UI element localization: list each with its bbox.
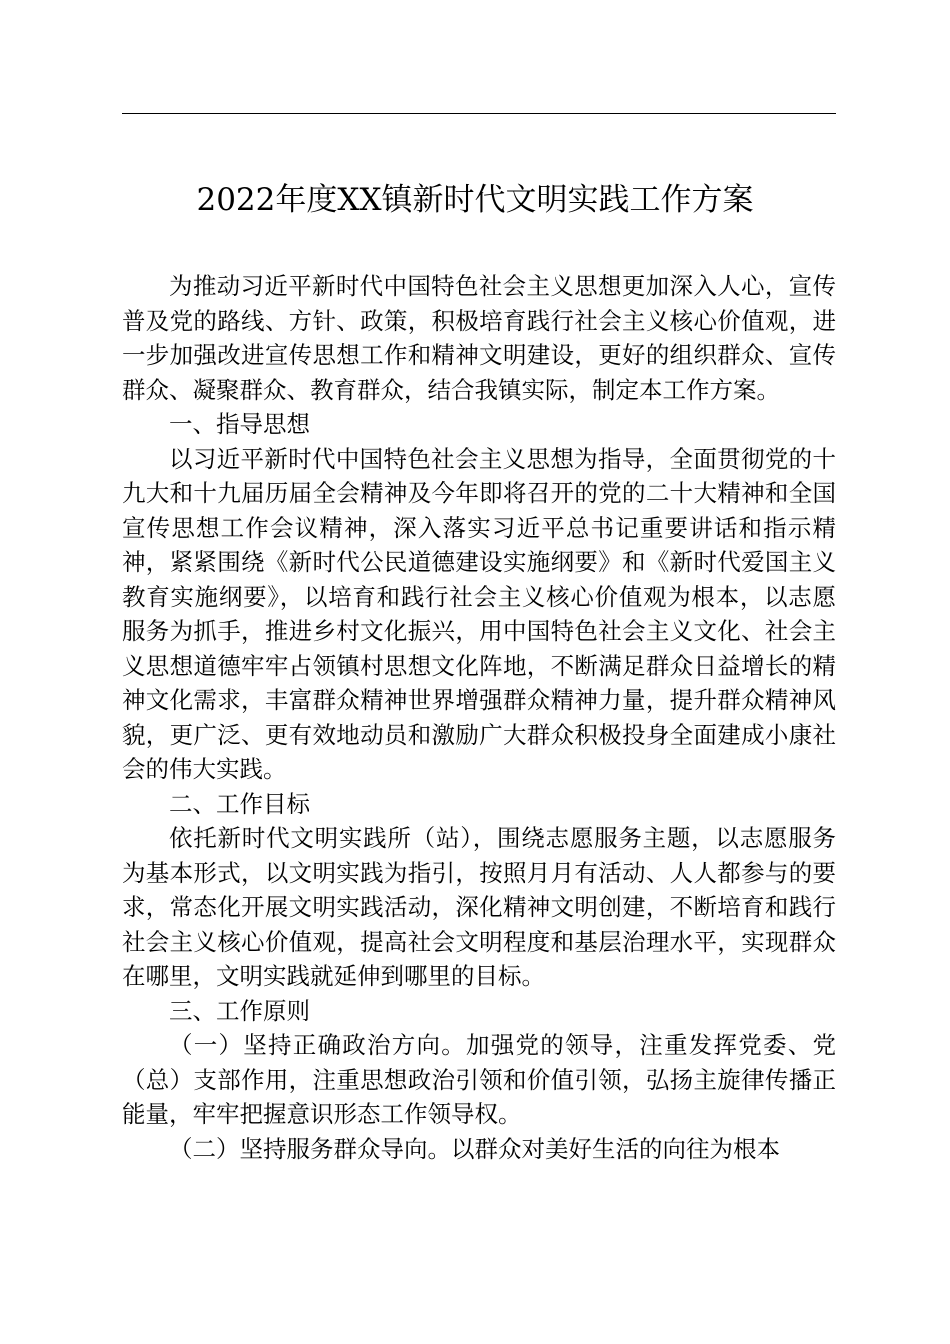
section-paragraph-guiding-thought: 以习近平新时代中国特色社会主义思想为指导，全面贯彻党的十九大和十九届历届全会精神及今年即将召开的党的二十大精神和全国宣传思想工作会议精神，深入落实习近平总书记重要讲话和指示精神，紧紧围绕《新时代公民道德建设实施纲要》和《新时代爱国主义教育实施纲要》，以培育和践行社会主义核心价值观为根本，以志愿服务为抓手，推进乡村文化振兴，用中国特色社会主义文化、社会主义思想道德牢牢占领镇村思想文化阵地，不断满足群众日益增长的精神文化需求，丰富群众精神世界增强群众精神力量，提升群众精神风貌，更广泛、更有效地动员和激励广大群众积极投身全面建成小康社会的伟大实践。 (122, 444, 836, 783)
intro-paragraph: 为推动习近平新时代中国特色社会主义思想更加深入人心，宣传普及党的路线、方针、政策，积极培育践行社会主义核心价值观，进一步加强改进宣传思想工作和精神文明建设，更好的组织群众、宣传群众、凝聚群众、教育群众，结合我镇实际，制定本工作方案。 (122, 272, 836, 404)
principle-item-political-direction: （一）坚持正确政治方向。加强党的领导，注重发挥党委、党（总）支部作用，注重思想政治引领和价值引领，弘扬主旋律传播正能量，牢牢把握意识形态工作领导权。 (122, 1031, 836, 1128)
principle-item-serve-masses: （二）坚持服务群众导向。以群众对美好生活的向往为根本 (169, 1134, 780, 1163)
document-title: 2022年度XX镇新时代文明实践工作方案 (196, 182, 754, 218)
section-heading-work-goals: 二、工作目标 (169, 789, 310, 818)
section-paragraph-work-goals: 依托新时代文明实践所（站），围绕志愿服务主题，以志愿服务为基本形式，以文明实践为指引，按照月月有活动、人人都参与的要求，常态化开展文明实践活动，深化精神文明创建，不断培育和践行社会主义核心价值观，提高社会文明程度和基层治理水平，实现群众在哪里，文明实践就延伸到哪里的目标。 (122, 824, 836, 990)
section-heading-work-principles: 三、工作原则 (169, 996, 310, 1025)
section-heading-guiding-thought: 一、指导思想 (169, 410, 310, 438)
document-body (122, 269, 836, 1166)
header-rule (122, 113, 836, 114)
